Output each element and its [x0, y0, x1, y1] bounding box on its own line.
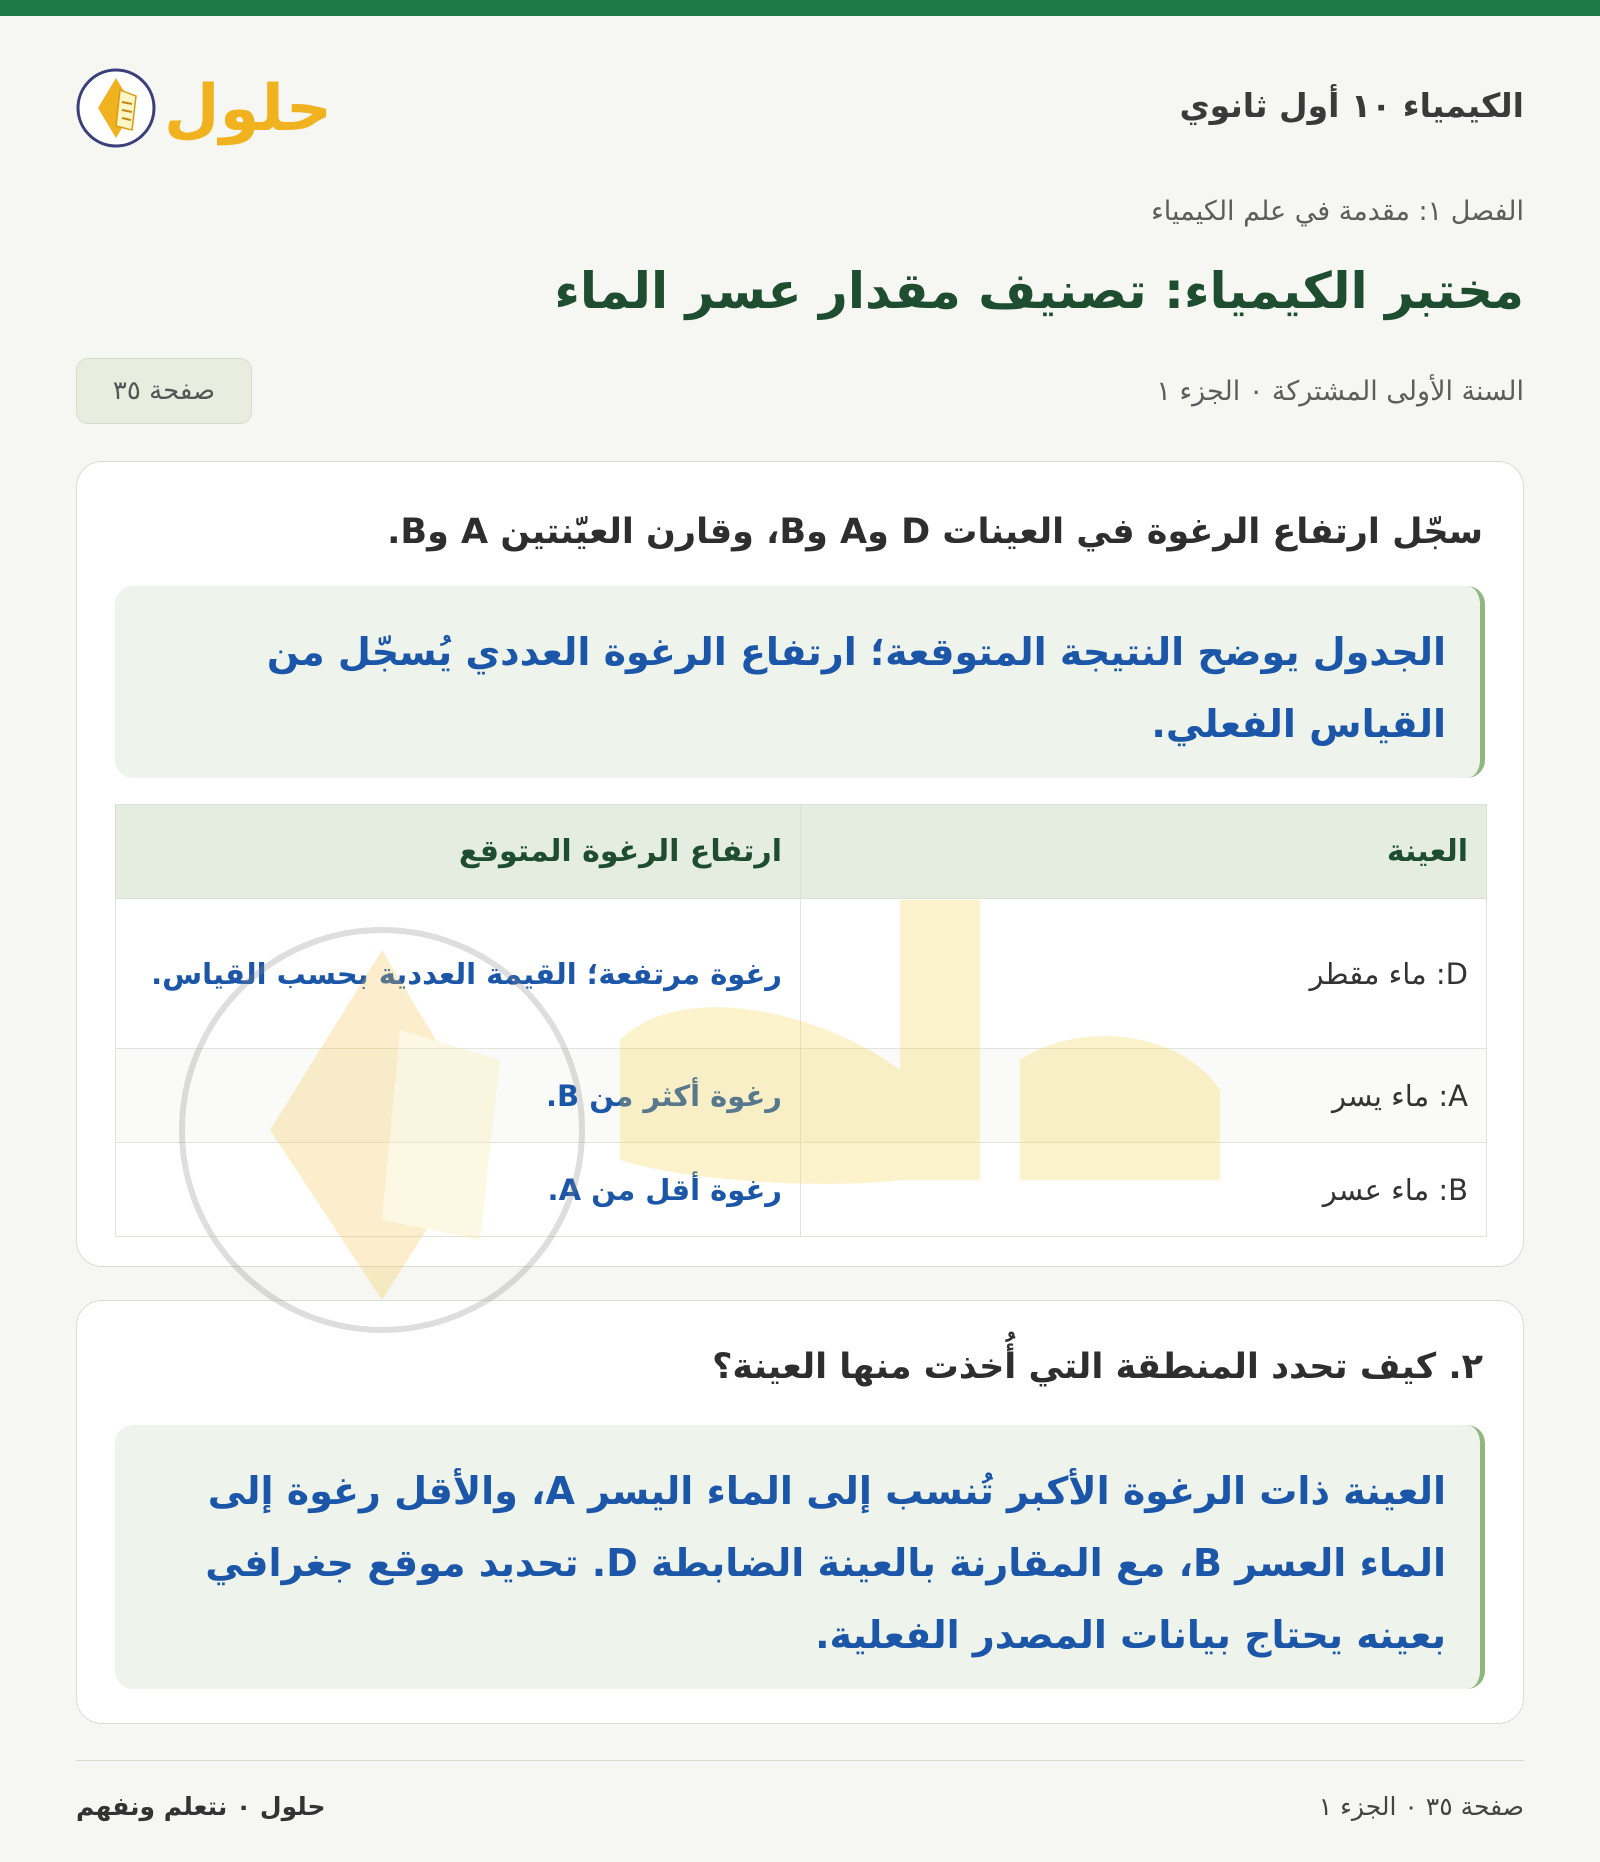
table-row	[116, 899, 1487, 1049]
section-1-card	[76, 461, 1524, 1267]
header-result: ارتفاع الرغوة المتوقع	[116, 805, 801, 899]
foam-height-table	[115, 804, 1487, 1237]
page-badge: صفحة ٣٥	[76, 358, 252, 424]
sample-cell: A: ماء يسر	[801, 1049, 1487, 1143]
course-title: الكيمياء ١٠ أول ثانوي	[1179, 86, 1524, 125]
subtitle: السنة الأولى المشتركة ٠ الجزء ١	[1156, 376, 1524, 407]
section-2-card	[76, 1300, 1524, 1724]
table-row	[116, 1143, 1487, 1237]
result-cell: رغوة أقل من A.	[116, 1143, 801, 1237]
top-accent-bar	[0, 0, 1600, 16]
result-cell: رغوة مرتفعة؛ القيمة العددية بحسب القياس.	[116, 899, 801, 1049]
question-1: سجّل ارتفاع الرغوة في العينات D وA وB، وقارن العيّنتين A وB.	[387, 512, 1483, 552]
hulul-logo	[76, 50, 336, 160]
table-row	[116, 1049, 1487, 1143]
header	[76, 50, 1524, 160]
footer-brand: حلول ٠ نتعلم ونفهم	[76, 1792, 326, 1821]
footer-page-info: صفحة ٣٥ ٠ الجزء ١	[1318, 1792, 1524, 1821]
logo-text: حلول	[164, 72, 332, 146]
header-sample: العينة	[801, 805, 1487, 899]
footer-divider	[76, 1760, 1524, 1761]
answer-2: العينة ذات الرغوة الأكبر تُنسب إلى الماء اليسر A، والأقل رغوة إلى الماء العسر B، مع المقارنة بالعينة الضابطة D. تحديد موقع جغرافي بعينه يحتاج بيانات المصدر الفعلية.	[115, 1425, 1485, 1689]
result-cell: رغوة أكثر من B.	[116, 1049, 801, 1143]
sample-cell: B: ماء عسر	[801, 1143, 1487, 1237]
answer-1: الجدول يوضح النتيجة المتوقعة؛ ارتفاع الرغوة العددي يُسجّل من القياس الفعلي.	[115, 586, 1485, 778]
chapter-label: الفصل ١: مقدمة في علم الكيمياء	[1151, 196, 1524, 227]
sample-cell: D: ماء مقطر	[801, 899, 1487, 1049]
question-2: ٢. كيف تحدد المنطقة التي أُخذت منها العينة؟	[712, 1347, 1483, 1387]
page-title: مختبر الكيمياء: تصنيف مقدار عسر الماء	[554, 262, 1524, 320]
